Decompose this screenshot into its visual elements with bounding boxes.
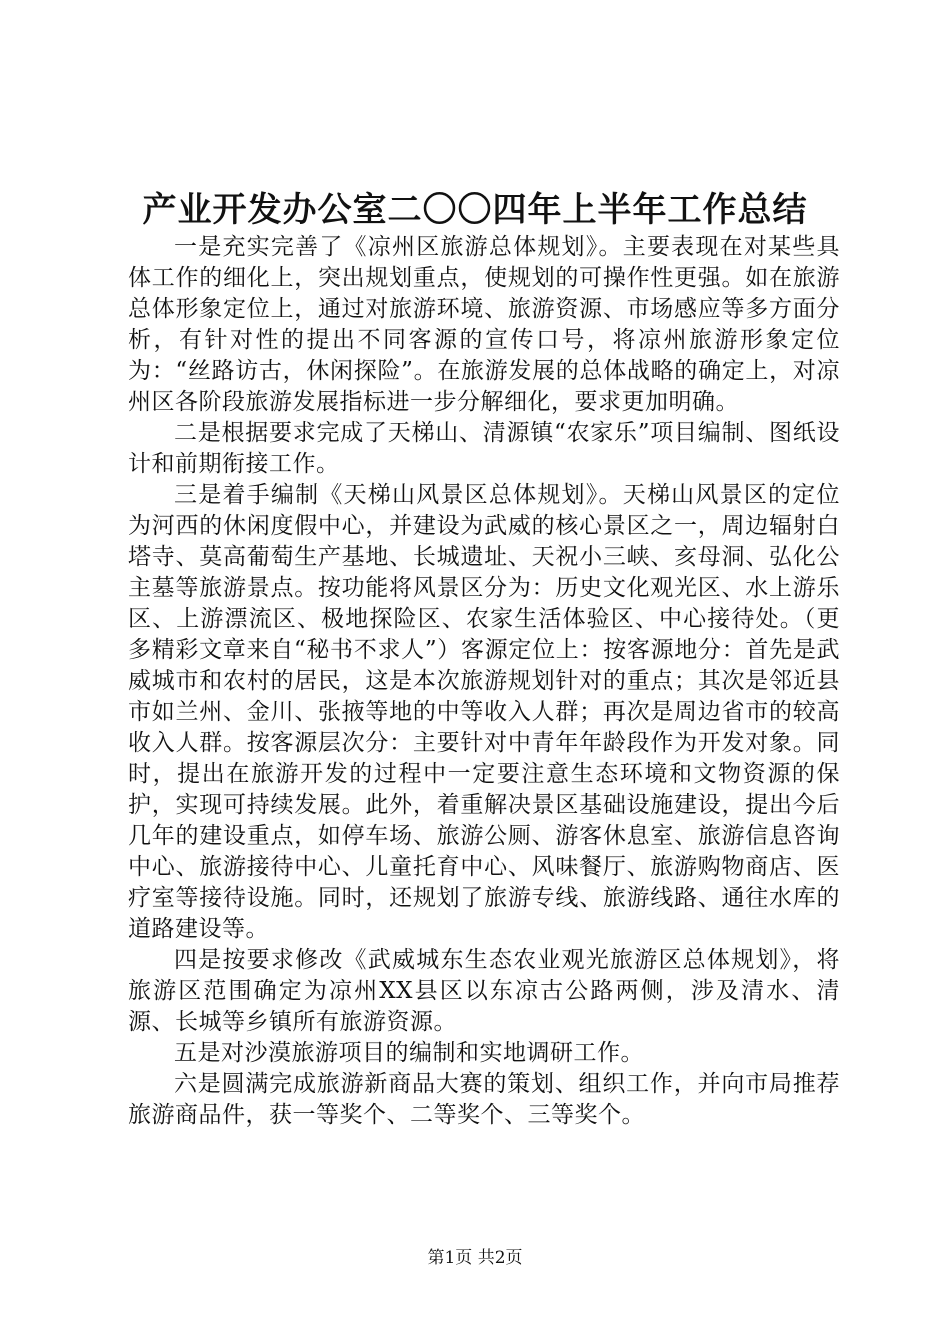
paragraph-6: 六是圆满完成旅游新商品大赛的策划、组织工作，并向市局推荐旅游商品件，获一等奖个、二等奖个、三等奖个。 <box>128 1071 840 1128</box>
page-number-footer: 第1页 共2页 <box>427 1248 523 1268</box>
paragraph-2: 二是根据要求完成了天梯山、清源镇“农家乐”项目编制、图纸设计和前期衔接工作。 <box>128 420 840 477</box>
paragraph-4: 四是按要求修改《武威城东生态农业观光旅游区总体规划》，将旅游区范围确定为凉州XX县区以东凉古公路两侧，涉及清水、清源、长城等乡镇所有旅游资源。 <box>128 947 840 1035</box>
document-body <box>128 232 840 1131</box>
document-title: 产业开发办公室二〇〇四年上半年工作总结 <box>142 190 808 230</box>
paragraph-3: 三是着手编制《天梯山风景区总体规划》。天梯山风景区的定位为河西的休闲度假中心，并建设为武威的核心景区之一，周边辐射白塔寺、莫高葡萄生产基地、长城遗址、天祝小三峡、亥母洞、弘化公主墓等旅游景点。按功能将风景区分为：历史文化观光区、水上游乐区、上游漂流区、极地探险区、农家生活体验区、中心接待处。（更多精彩文章来自“秘书不求人”）客源定位上：按客源地分：首先是武威城市和农村的居民，这是本次旅游规划针对的重点；其次是邻近县市如兰州、金川、张掖等地的中等收入人群；再次是周边省市的较高收入人群。按客源层次分：主要针对中青年年龄段作为开发对象。同时，提出在旅游开发的过程中一定要注意生态环境和文物资源的保护，实现可持续发展。此外，着重解决景区基础设施建设，提出今后几年的建设重点，如停车场、旅游公厕、游客休息室、旅游信息咨询中心、旅游接待中心、儿童托育中心、风味餐厅、旅游购物商店、医疗室等接待设施。同时，还规划了旅游专线、旅游线路、通往水库的道路建设等。 <box>128 482 840 942</box>
paragraph-5: 五是对沙漠旅游项目的编制和实地调研工作。 <box>174 1040 644 1066</box>
paragraph-1: 一是充实完善了《凉州区旅游总体规划》。主要表现在对某些具体工作的细化上，突出规划重点，使规划的可操作性更强。如在旅游总体形象定位上，通过对旅游环境、旅游资源、市场感应等多方面分析，有针对性的提出不同客源的宣传口号，将凉州旅游形象定位为：“丝路访古，休闲探险”。在旅游发展的总体战略的确定上，对凉州区各阶段旅游发展指标进一步分解细化，要求更加明确。 <box>128 234 840 415</box>
